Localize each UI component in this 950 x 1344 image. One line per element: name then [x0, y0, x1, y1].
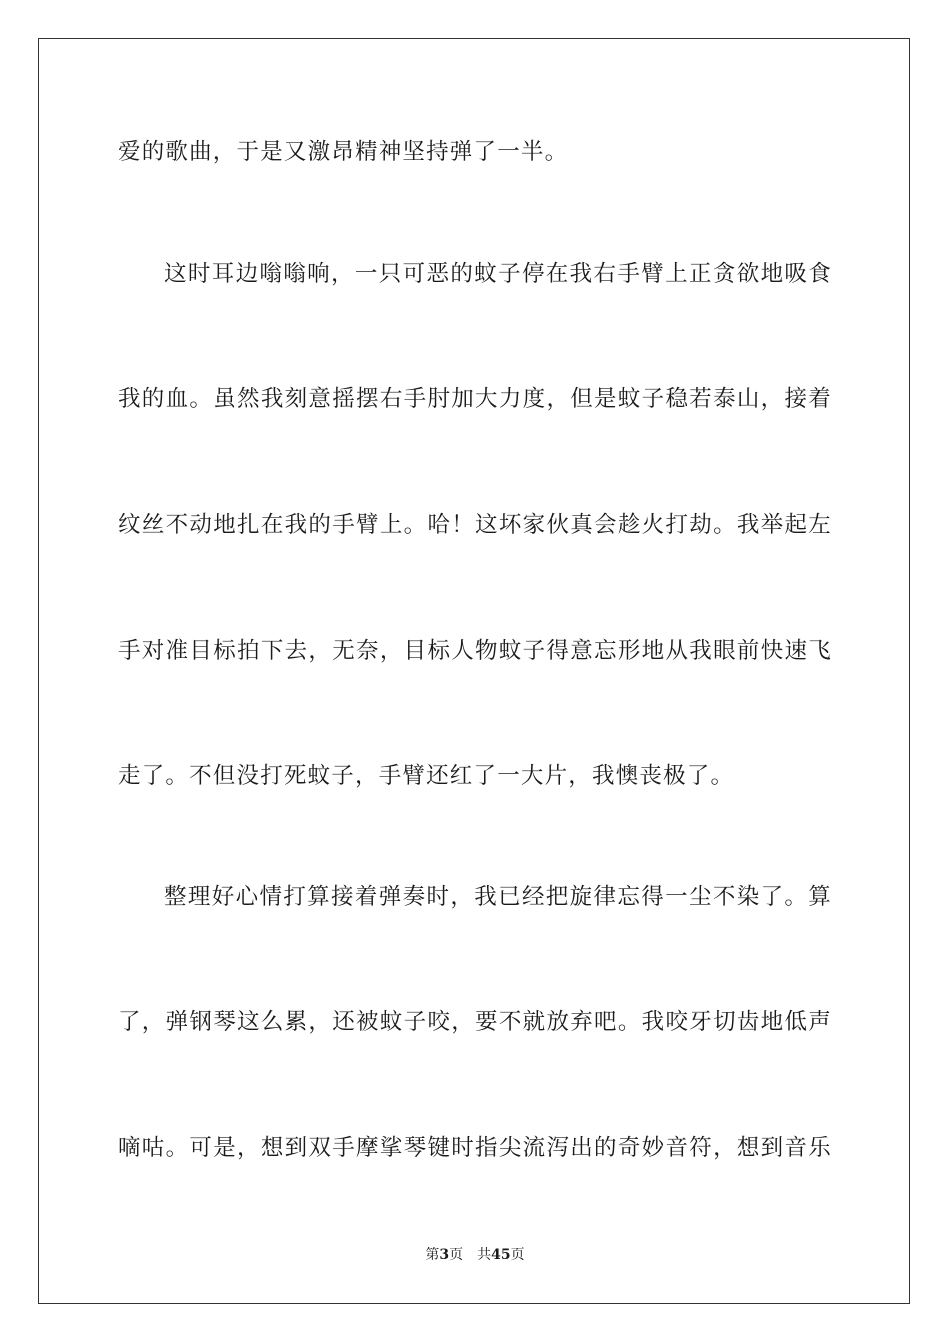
text-line-4: 纹丝不动地扎在我的手臂上。哈！这坏家伙真会趁火打劫。我举起左 [118, 512, 832, 538]
text-line-6: 走了。不但没打死蚊子，手臂还红了一大片，我懊丧极了。 [118, 763, 735, 789]
page-prefix: 第 [425, 1247, 440, 1263]
total-label: 页 [510, 1247, 525, 1263]
page-label: 页 [449, 1247, 464, 1263]
page-total-number: 45 [491, 1247, 511, 1263]
page-border [38, 38, 910, 1304]
page-current-number: 3 [439, 1247, 450, 1263]
text-line-1: 爱的歌曲，于是又激昂精神坚持弹了一半。 [118, 139, 569, 165]
total-prefix: 共 [477, 1247, 492, 1263]
text-line-7: 整理好心情打算接着弹奏时，我已经把旋律忘得一尘不染了。算 [164, 884, 832, 910]
text-line-2: 这时耳边嗡嗡响，一只可恶的蚊子停在我右手臂上正贪欲地吸食 [164, 261, 832, 287]
page-footer [0, 1245, 950, 1265]
text-line-9: 嘀咕。可是，想到双手摩挲琴键时指尖流泻出的奇妙音符，想到音乐 [118, 1135, 832, 1161]
text-line-8: 了，弹钢琴这么累，还被蚊子咬，要不就放弃吧。我咬牙切齿地低声 [118, 1009, 832, 1035]
text-line-3: 我的血。虽然我刻意摇摆右手肘加大力度，但是蚊子稳若泰山，接着 [118, 386, 832, 412]
text-line-5: 手对准目标拍下去，无奈，目标人物蚊子得意忘形地从我眼前快速飞 [118, 638, 832, 664]
